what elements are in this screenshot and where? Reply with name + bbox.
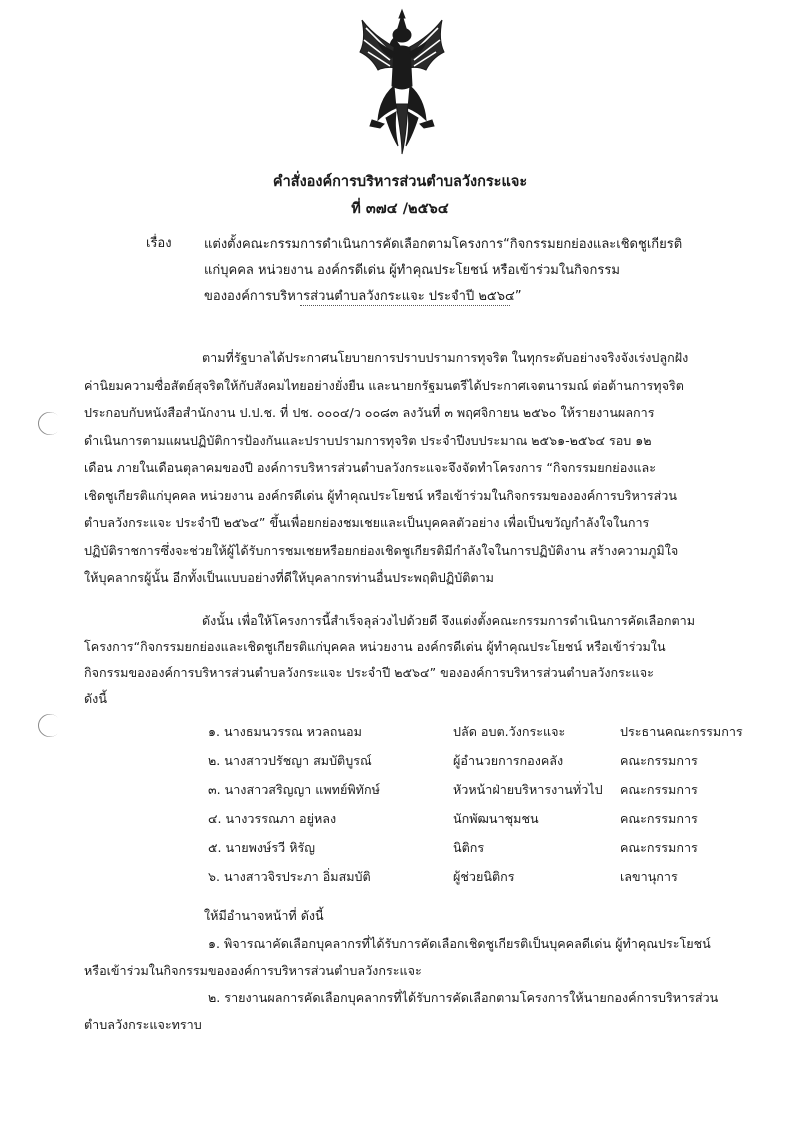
committee-member bbox=[208, 780, 768, 809]
paragraph-line: ดำเนินการตามแผนปฏิบัติการป้องกันและปราบปรามการทุจริต ประจำปีงบประมาณ ๒๕๖๑-๒๕๖๔ รอบ ๑๒ bbox=[84, 432, 652, 448]
committee-member bbox=[208, 838, 768, 867]
member-position: ผู้ช่วยนิติกร bbox=[453, 869, 515, 884]
paragraph-line: ดังนั้น เพื่อให้โครงการนี้สำเร็จลุล่วงไปด้วยดี จึงแต่งตั้งคณะกรรมการดำเนินการคัดเลือกตาม bbox=[202, 613, 696, 628]
duty-line: หรือเข้าร่วมในกิจกรรมขององค์การบริหารส่วนตำบลวังกระแจะ bbox=[84, 963, 422, 978]
punch-hole-icon bbox=[33, 709, 66, 742]
member-position: ผู้อำนวยการกองคลัง bbox=[453, 753, 564, 768]
paragraph-line: ตามที่รัฐบาลได้ประกาศนโยบายการปราบปรามการทุจริต ในทุกระดับอย่างจริงจังเร่งปลูกฝัง bbox=[202, 350, 689, 365]
paragraph-line: โครงการ“กิจกรรมยกย่องและเชิดชูเกียรติแก่บุคคล หน่วยงาน องค์กรดีเด่น ผู้ทำคุณประโยชน์ หรือเข้าร่วมใน bbox=[84, 639, 666, 654]
subject-label: เรื่อง bbox=[146, 236, 172, 251]
paragraph-line: ค่านิยมความซื่อสัตย์สุจริตให้กับสังคมไทยอย่างยั่งยืน และนายกรัฐมนตรีได้ประกาศเจตนารมณ์ ต่อต้านการทุจริต bbox=[84, 377, 684, 393]
member-role: คณะกรรมการ bbox=[620, 811, 698, 826]
duty-line: ๑. พิจารณาคัดเลือกบุคลากรที่ได้รับการคัดเลือกเชิดชูเกียรติเป็นบุคคลดีเด่น ผู้ทำคุณประโยชน์ bbox=[208, 936, 711, 951]
paragraph-line: กิจกรรมขององค์การบริหารส่วนตำบลวังกระแจะ ประจำปี ๒๕๖๔” ขององค์การบริหารส่วนตำบลวังกระแจะ bbox=[84, 665, 654, 680]
duty-line: ตำบลวังกระแจะทราบ bbox=[84, 1017, 202, 1032]
committee-member bbox=[208, 867, 768, 896]
document-number: ที่ ๓๗๔ /๒๕๖๔ bbox=[351, 201, 449, 217]
member-name: ๑. นางธมนวรรณ หวลถนอม bbox=[208, 724, 362, 739]
document-title: คำสั่งองค์การบริหารส่วนตำบลวังกระแจะ bbox=[272, 174, 528, 190]
member-role: ประธานคณะกรรมการ bbox=[620, 724, 743, 739]
paragraph-line: เชิดชูเกียรติแก่บุคคล หน่วยงาน องค์กรดีเด่น ผู้ทำคุณประโยชน์ หรือเข้าร่วมในกิจกรรมขององค์การบริหารส่วน bbox=[84, 487, 677, 503]
paragraph-line: ดังนี้ bbox=[84, 691, 107, 706]
member-position: นักพัฒนาชุมชน bbox=[453, 811, 539, 826]
subject-line: แก่บุคคล หน่วยงาน องค์กรดีเด่น ผู้ทำคุณประโยชน์ หรือเข้าร่วมในกิจกรรม bbox=[204, 263, 620, 278]
committee-list bbox=[208, 722, 768, 896]
duty-line: ๒. รายงานผลการคัดเลือกบุคลากรที่ได้รับการคัดเลือกตามโครงการให้นายกองค์การบริหารส่วน bbox=[208, 990, 719, 1005]
member-name: ๒. นางสาวปรัชญา สมบัติบูรณ์ bbox=[208, 753, 372, 768]
committee-member bbox=[208, 809, 768, 838]
member-position: หัวหน้าฝ่ายบริหารงานทั่วไป bbox=[453, 782, 603, 797]
paragraph-line: ปฏิบัติราชการซึ่งจะช่วยให้ผู้ได้รับการชมเชยหรือยกย่องเชิดชูเกียรติมีกำลังใจในการปฏิบัติงาน สร้างความภูมิใจ bbox=[84, 542, 679, 558]
member-role: คณะกรรมการ bbox=[620, 753, 698, 768]
duty-item bbox=[84, 984, 764, 1038]
member-role: คณะกรรมการ bbox=[620, 782, 698, 797]
member-position: ปลัด อบต.วังกระแจะ bbox=[453, 724, 566, 739]
subject-text bbox=[204, 232, 724, 310]
member-name: ๖. นางสาวจิรประภา อิ่มสมบัติ bbox=[208, 869, 371, 884]
punch-hole-icon bbox=[33, 407, 66, 440]
dotted-divider bbox=[300, 305, 510, 306]
paragraph-appointment bbox=[84, 608, 760, 712]
garuda-emblem-icon bbox=[356, 8, 448, 158]
member-name: ๓. นางสาวสริญญา แพทย์พิทักษ์ bbox=[208, 782, 380, 797]
paragraph-line: ให้บุคลากรผู้นั้น อีกทั้งเป็นแบบอย่างที่ดีให้บุคลากรท่านอื่นประพฤติปฏิบัติตาม bbox=[84, 570, 494, 585]
member-name: ๕. นายพงษ์รวี หิรัญ bbox=[208, 840, 315, 855]
committee-member bbox=[208, 722, 768, 751]
paragraph-line: ตำบลวังกระแจะ ประจำปี ๒๕๖๔” ขึ้นเพื่อยกย่องชมเชยและเป็นบุคคลตัวอย่าง เพื่อเป็นขวัญกำลังใจในการ bbox=[84, 515, 650, 530]
member-name: ๔. นางวรรณภา อยู่หลง bbox=[208, 811, 337, 826]
member-role: เลขานุการ bbox=[620, 869, 678, 884]
subject-line: ขององค์การบริหารส่วนตำบลวังกระแจะ ประจำปี ๒๕๖๔” bbox=[204, 289, 522, 304]
paragraph-line: ประกอบกับหนังสือสำนักงาน ป.ป.ช. ที่ ปช. ๐๐๐๔/ว ๐๐๘๓ ลงวันที่ ๓ พฤศจิกายน ๒๕๖๐ ให้รายงานผลการ bbox=[84, 405, 655, 420]
member-position: นิติกร bbox=[453, 840, 485, 855]
member-role: คณะกรรมการ bbox=[620, 840, 698, 855]
duty-item bbox=[84, 930, 764, 984]
paragraph-line: เดือน ภายในเดือนตุลาคมของปี องค์การบริหารส่วนตำบลวังกระแจะจึงจัดทำโครงการ “กิจกรรมยกย่องและ bbox=[84, 460, 657, 475]
paragraph-background bbox=[84, 344, 760, 592]
duties-heading: ให้มีอำนาจหน้าที่ ดังนี้ bbox=[204, 908, 324, 923]
subject-line: แต่งตั้งคณะกรรมการดำเนินการคัดเลือกตามโครงการ“กิจกรรมยกย่องและเชิดชูเกียรติ bbox=[204, 237, 683, 252]
committee-member bbox=[208, 751, 768, 780]
